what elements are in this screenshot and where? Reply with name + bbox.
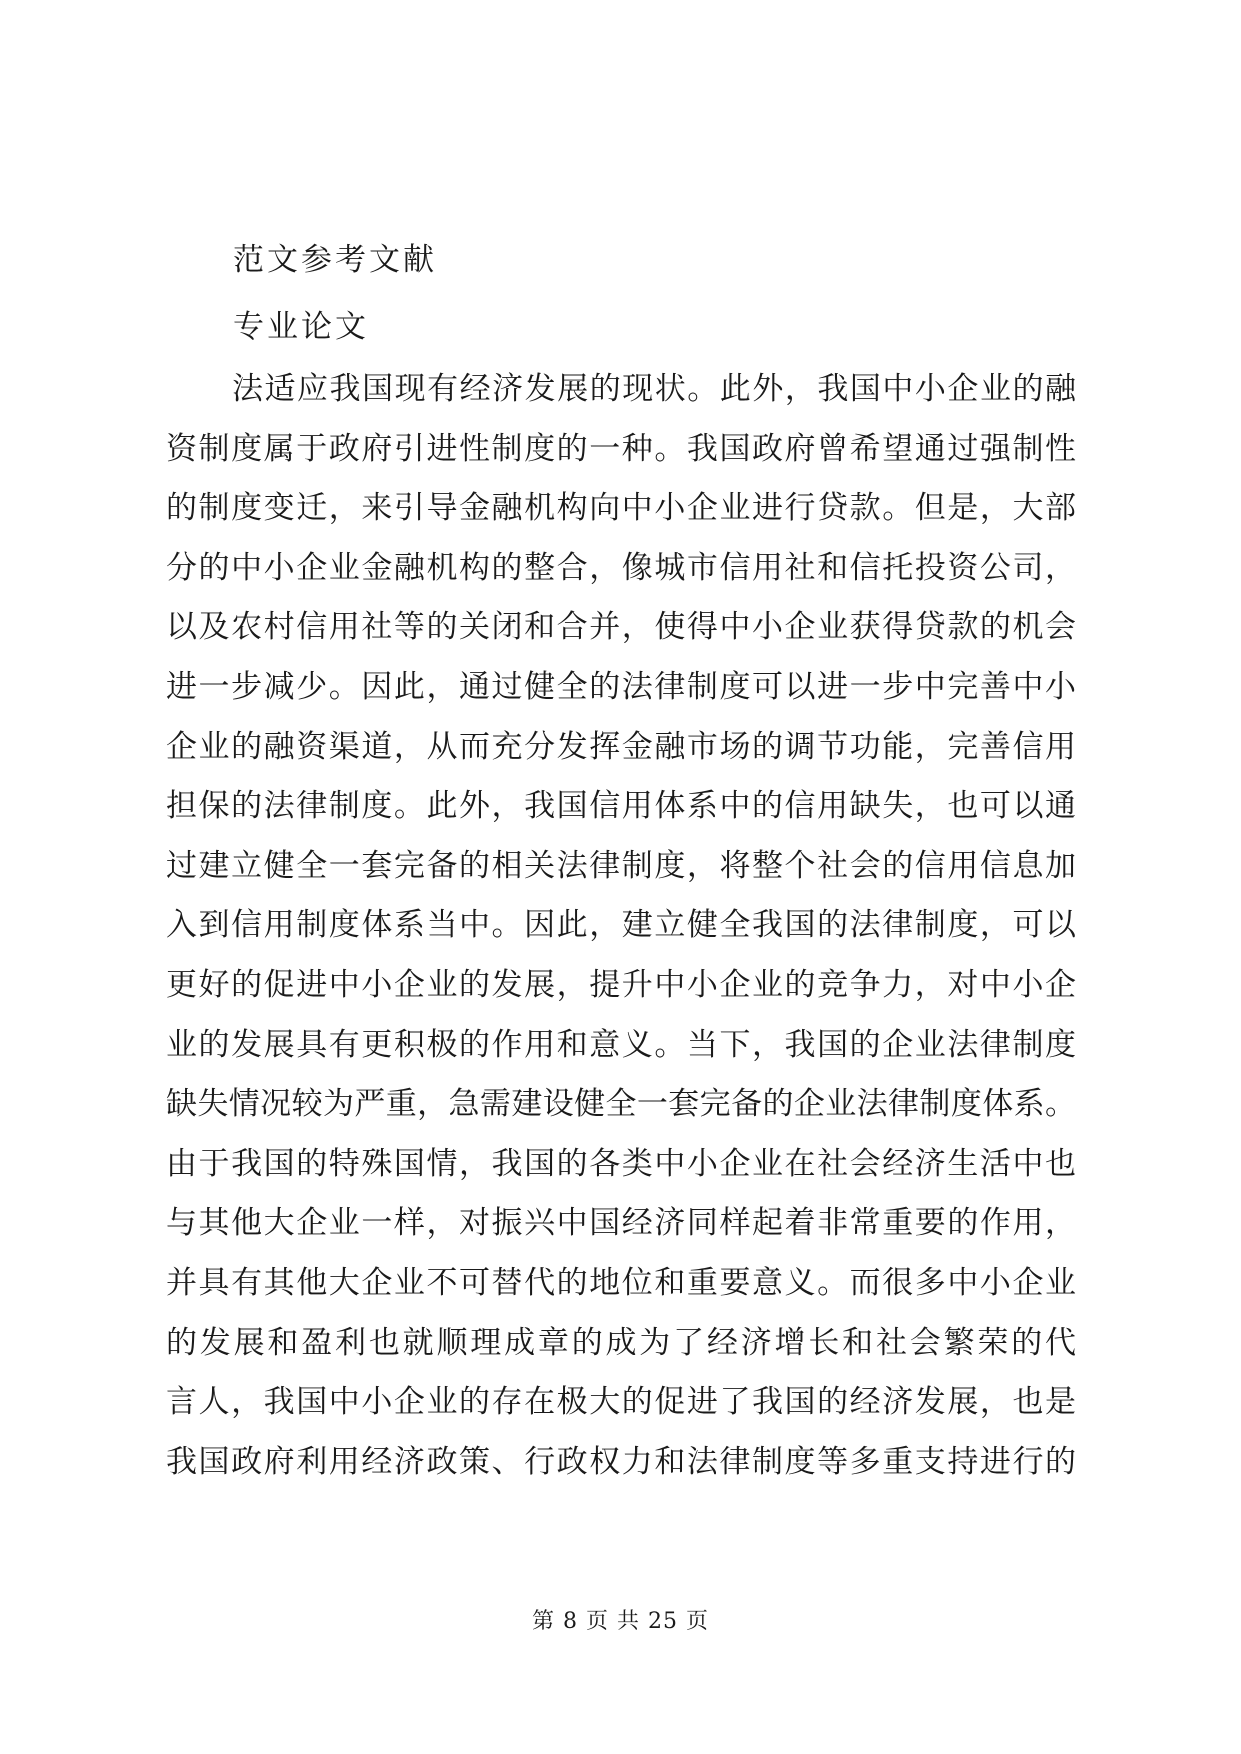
body-line: 担保的法律制度。此外，我国信用体系中的信用缺失，也可以通: [166, 788, 1076, 825]
body-line: 资制度属于政府引进性制度的一种。我国政府曾希望通过强制性: [166, 430, 1076, 467]
body-line: 缺失情况较为严重，急需建设健全一套完备的企业法律制度体系。: [166, 1086, 1076, 1123]
body-line: 分的中小企业金融机构的整合，像城市信用社和信托投资公司，: [166, 549, 1076, 586]
body-line: 法适应我国现有经济发展的现状。此外，我国中小企业的融: [232, 371, 1076, 407]
paper-type-heading: 专业论文: [233, 309, 369, 345]
body-line: 过建立健全一套完备的相关法律制度，将整个社会的信用信息加: [166, 847, 1076, 884]
page-number-footer: 第 8 页 共 25 页: [532, 1609, 709, 1634]
body-line: 业的发展具有更积极的作用和意义。当下，我国的企业法律制度: [166, 1026, 1076, 1063]
reference-heading: 范文参考文献: [233, 242, 437, 278]
body-line: 企业的融资渠道，从而充分发挥金融市场的调节功能，完善信用: [166, 728, 1076, 765]
body-line: 与其他大企业一样，对振兴中国经济同样起着非常重要的作用，: [166, 1205, 1076, 1242]
body-line: 更好的促进中小企业的发展，提升中小企业的竞争力，对中小企: [166, 966, 1076, 1003]
body-line: 进一步减少。因此，通过健全的法律制度可以进一步中完善中小: [166, 668, 1076, 705]
body-line: 以及农村信用社等的关闭和合并，使得中小企业获得贷款的机会: [166, 609, 1076, 646]
body-line: 的发展和盈利也就顺理成章的成为了经济增长和社会繁荣的代: [166, 1324, 1076, 1361]
body-line: 并具有其他大企业不可替代的地位和重要意义。而很多中小企业: [166, 1264, 1076, 1301]
body-paragraph: [166, 360, 1076, 1492]
body-line: 入到信用制度体系当中。因此，建立健全我国的法律制度，可以: [166, 907, 1076, 944]
body-line: 由于我国的特殊国情，我国的各类中小企业在社会经济生活中也: [166, 1145, 1076, 1182]
body-line: 的制度变迁，来引导金融机构向中小企业进行贷款。但是，大部: [166, 490, 1076, 527]
body-line: 我国政府利用经济政策、行政权力和法律制度等多重支持进行的: [166, 1443, 1076, 1480]
body-line: 言人，我国中小企业的存在极大的促进了我国的经济发展，也是: [166, 1384, 1076, 1421]
